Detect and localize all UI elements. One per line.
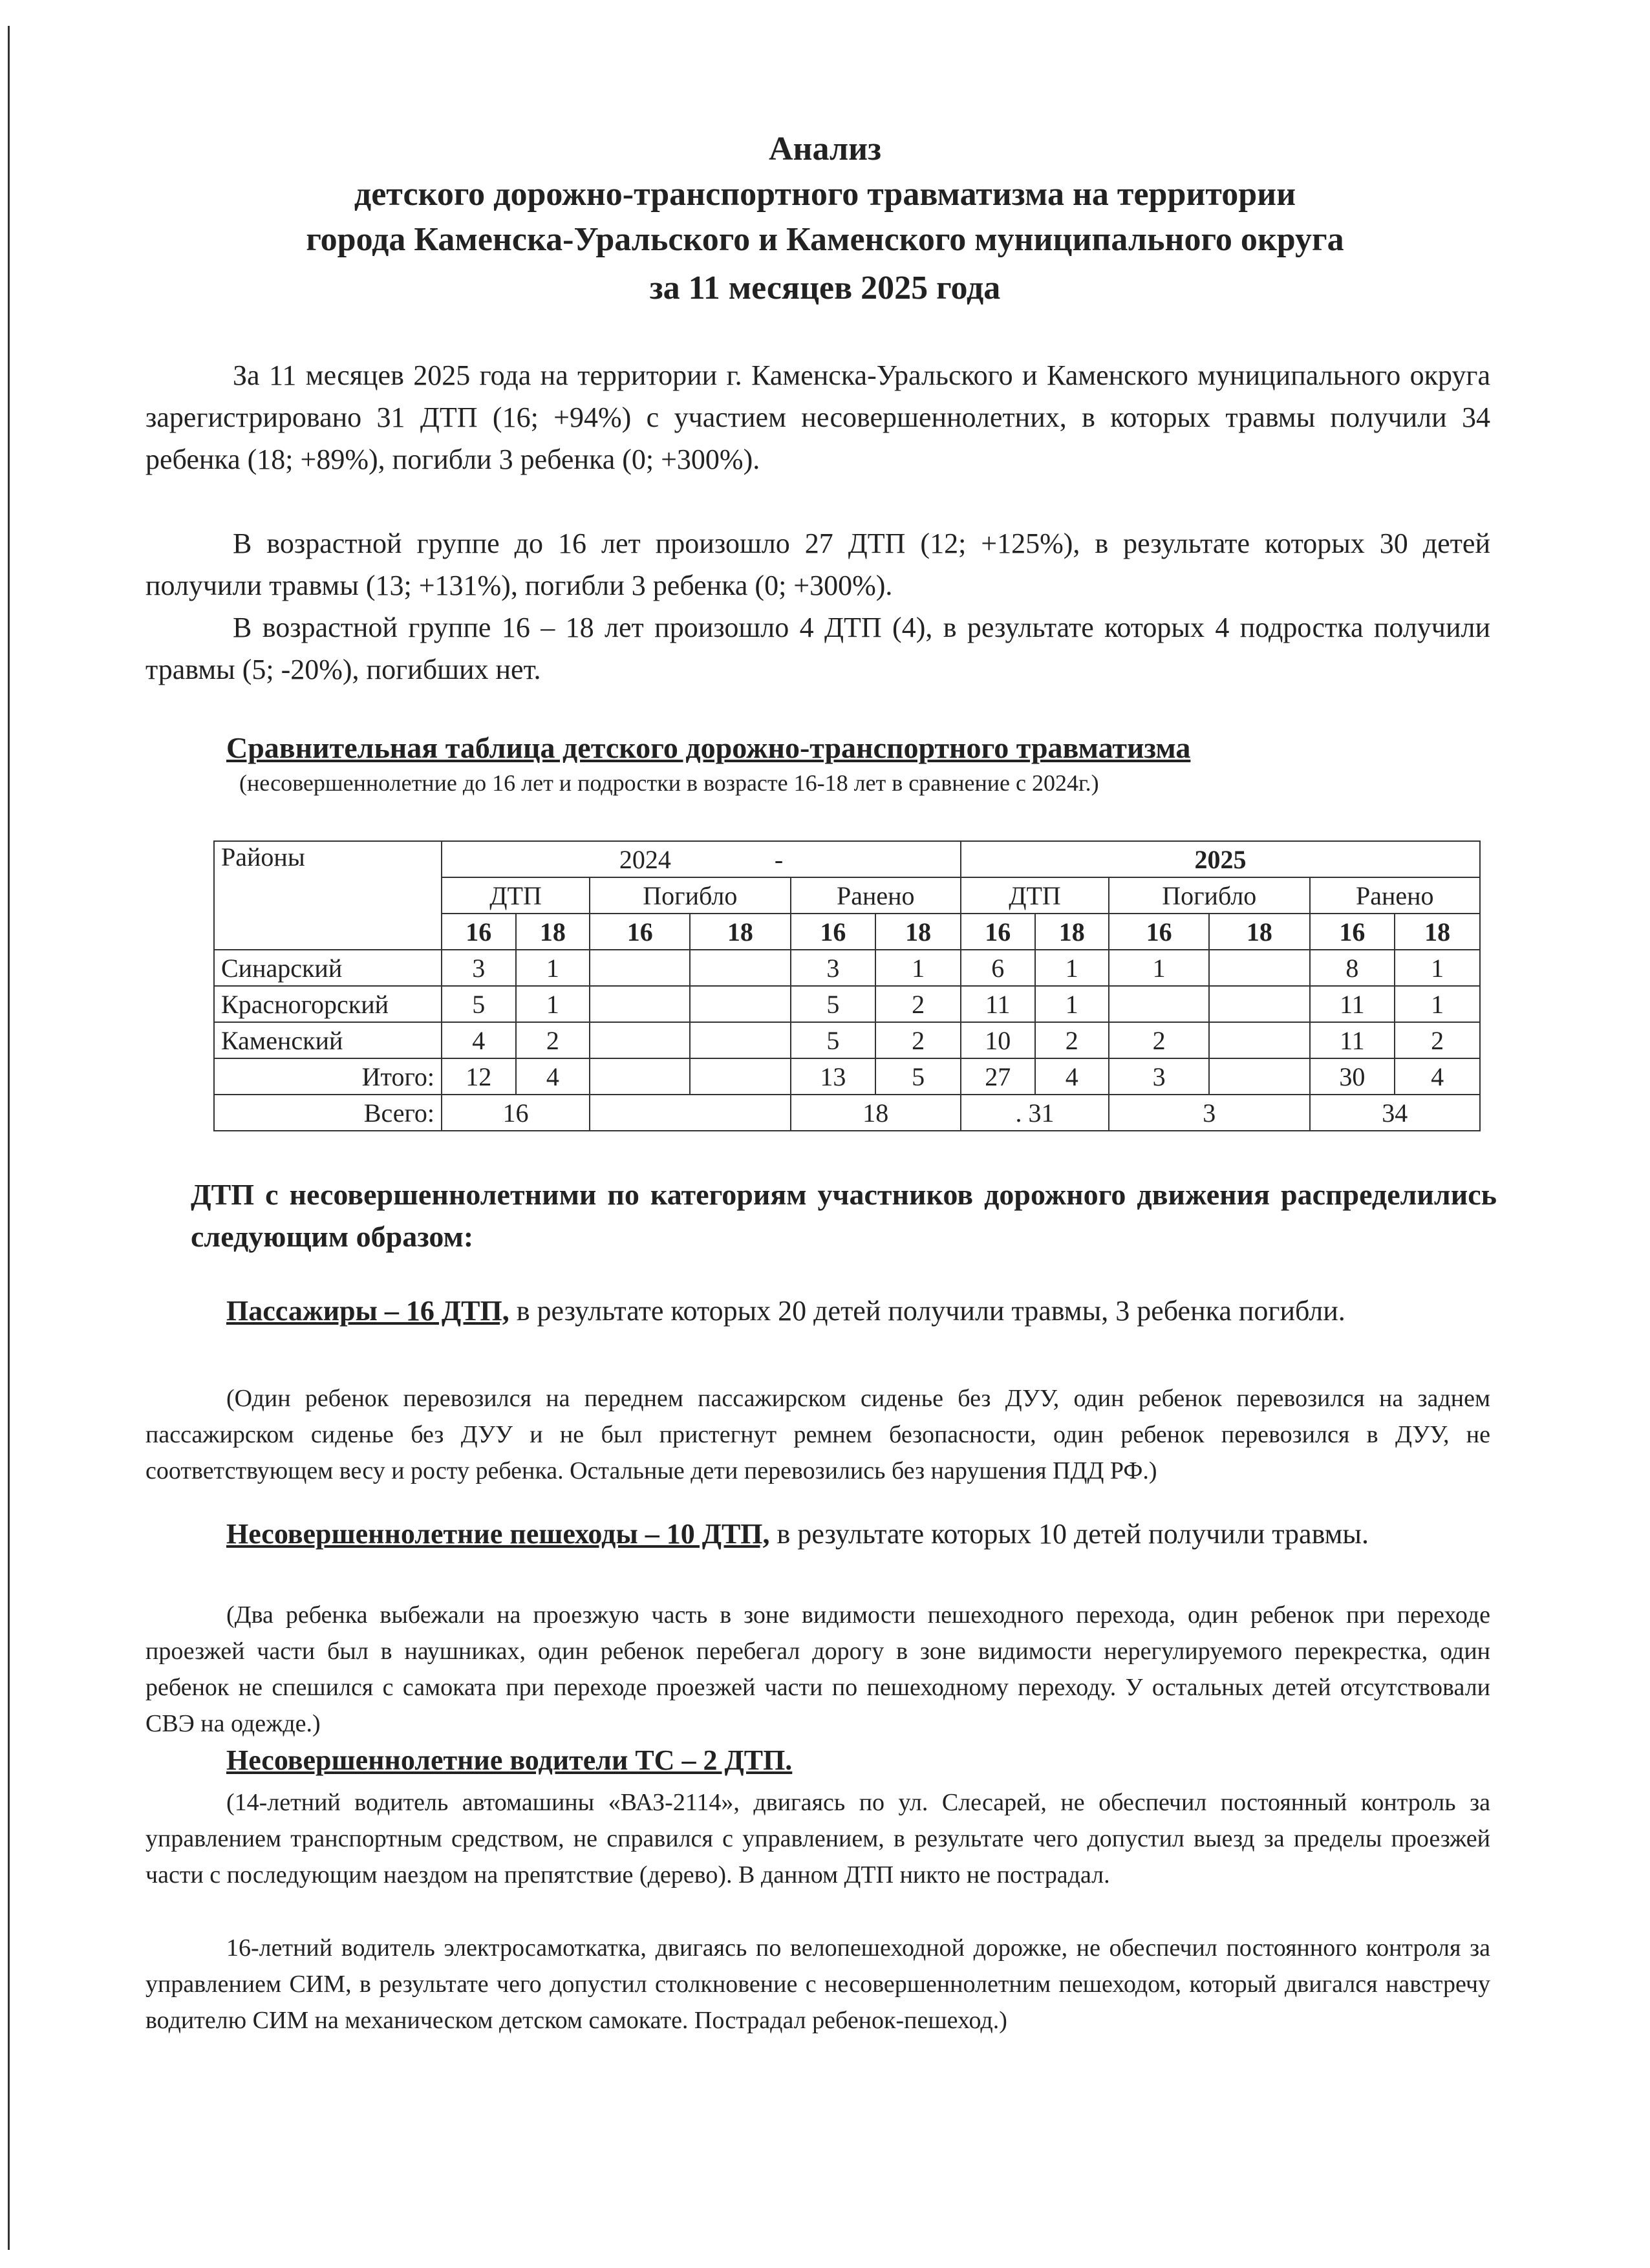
table-cell: 1 <box>1395 986 1480 1022</box>
table-cell: 4 <box>442 1022 516 1058</box>
age-header: 18 <box>1035 914 1109 950</box>
doc-title-line3: города Каменска-Уральского и Каменского муниципального округа <box>306 221 1344 258</box>
table-cell: 11 <box>1310 986 1395 1022</box>
pedestrians-paragraph <box>145 1513 1490 1555</box>
table-cell: 3 <box>1109 1058 1209 1095</box>
group-header: ДТП <box>442 877 590 914</box>
drivers-heading <box>145 1739 1490 1781</box>
table-cell: 6 <box>961 950 1035 986</box>
table-cell: 2 <box>1109 1022 1209 1058</box>
intro-paragraph-2: В возрастной группе до 16 лет произошло 27 ДТП (12; +125%), в результате которых 30 детей получили травмы (13; +131%), погибли 3 ребенка (0; +300%). <box>145 528 1490 601</box>
passengers-paragraph <box>145 1290 1490 1332</box>
categories-heading: ДТП с несовершеннолетними по категориям участников дорожного движения распределились следующим образом: <box>191 1178 1497 1253</box>
row-label: Каменский <box>214 1022 442 1058</box>
drivers-label: Несовершеннолетние водители ТС – 2 ДТП. <box>226 1744 793 1776</box>
table-cell: 4 <box>516 1058 590 1095</box>
table-cell <box>590 950 690 986</box>
table-cell: 4 <box>1395 1058 1480 1095</box>
table-row <box>214 1022 1480 1058</box>
group-header: Погибло <box>1109 877 1309 914</box>
age-header: 16 <box>590 914 690 950</box>
districts-header: Районы <box>214 841 442 950</box>
age-header: 18 <box>690 914 790 950</box>
table-cell: 18 <box>791 1095 961 1131</box>
year-2025-header: 2025 <box>961 841 1480 877</box>
table-cell: 3 <box>442 950 516 986</box>
table-cell: 5 <box>791 986 876 1022</box>
table-cell <box>1209 950 1309 986</box>
age-header: 18 <box>875 914 961 950</box>
table-cell: 8 <box>1310 950 1395 986</box>
age-header: 16 <box>442 914 516 950</box>
group-header: Ранено <box>791 877 961 914</box>
row-label: Красногорский <box>214 986 442 1022</box>
intro-paragraph-3: В возрастной группе 16 – 18 лет произошло 4 ДТП (4), в результате которых 4 подростка получили травмы (5; -20%), погибших нет. <box>145 612 1490 685</box>
table-cell: 1 <box>516 986 590 1022</box>
table-cell: 5 <box>875 1058 961 1095</box>
table-cell <box>1209 1022 1309 1058</box>
table-cell: 2 <box>1395 1022 1480 1058</box>
table-cell: 1 <box>516 950 590 986</box>
age-header: 16 <box>961 914 1035 950</box>
table-row <box>214 950 1480 986</box>
table-cell: 3 <box>791 950 876 986</box>
row-label: Всего: <box>214 1095 442 1131</box>
table-row-total <box>214 1058 1480 1095</box>
intro-paragraph-1: За 11 месяцев 2025 года на территории г. Каменска-Уральского и Каменского муниципального округа зарегистрировано 31 ДТП (16; +94%) с участием несовершеннолетних, в которых травмы получили 34 ребенка (18; +89%), погибли 3 ребенка (0; +300%). <box>145 359 1490 475</box>
year-2024-mark: - <box>774 844 784 874</box>
table-cell <box>590 986 690 1022</box>
age-header: 18 <box>516 914 590 950</box>
table-cell: 16 <box>442 1095 590 1131</box>
age-header: 16 <box>1109 914 1209 950</box>
age-header: 18 <box>1209 914 1309 950</box>
table-cell: 2 <box>875 986 961 1022</box>
year-2024-label: 2024 <box>619 844 671 874</box>
passengers-label: Пассажиры – 16 ДТП, <box>226 1295 509 1327</box>
table-cell <box>690 950 790 986</box>
table-cell <box>690 1022 790 1058</box>
table-cell: 3 <box>1109 1095 1309 1131</box>
table-cell: 5 <box>442 986 516 1022</box>
table-cell: 1 <box>875 950 961 986</box>
table-cell: . 31 <box>961 1095 1109 1131</box>
doc-title-line2: детского дорожно-транспортного травматизма на территории <box>354 176 1296 213</box>
table-cell: 1 <box>1109 950 1209 986</box>
comparison-table <box>213 840 1481 1131</box>
table-cell: 1 <box>1395 950 1480 986</box>
table-row <box>214 986 1480 1022</box>
table-cell <box>1209 986 1309 1022</box>
group-header: ДТП <box>961 877 1109 914</box>
table-cell <box>590 1022 690 1058</box>
table-cell <box>690 986 790 1022</box>
table-cell: 1 <box>1035 986 1109 1022</box>
pedestrians-label: Несовершеннолетние пешеходы – 10 ДТП, <box>226 1518 770 1550</box>
passengers-text: в результате которых 20 детей получили травмы, 3 ребенка погибли. <box>509 1295 1345 1327</box>
table-cell: 13 <box>791 1058 876 1095</box>
year-2024-header <box>442 841 961 877</box>
age-header: 18 <box>1395 914 1480 950</box>
group-header: Ранено <box>1310 877 1481 914</box>
table-cell <box>1209 1058 1309 1095</box>
page-scan-edge <box>8 26 10 2250</box>
table-cell <box>590 1058 690 1095</box>
table-cell: 27 <box>961 1058 1035 1095</box>
table-row-grand-total <box>214 1095 1480 1131</box>
table-cell: 2 <box>1035 1022 1109 1058</box>
age-header: 16 <box>1310 914 1395 950</box>
table-cell: 30 <box>1310 1058 1395 1095</box>
table-cell: 34 <box>1310 1095 1481 1131</box>
drivers-note-2: 16-летний водитель электросамоткатка, двигаясь по велопешеходной дорожке, не обеспечил постоянного контроля за управлением СИМ, в результате чего допустил столкновение с несовершеннолетним пешеходом, который двигался навстречу водителю СИМ на механическом детском самокате. Пострадал ребенок-пешеход.) <box>145 1934 1490 2034</box>
table-subtitle: (несовершеннолетние до 16 лет и подростки в возрасте 16-18 лет в сравнение с 2024г.) <box>239 770 1099 796</box>
age-header: 16 <box>791 914 876 950</box>
table-cell: 10 <box>961 1022 1035 1058</box>
pedestrians-text: в результате которых 10 детей получили травмы. <box>769 1518 1369 1550</box>
pedestrians-note: (Два ребенка выбежали на проезжую часть в зоне видимости пешеходного перехода, один ребенок при переходе проезжей части был в наушниках, один ребенок перебегал дорогу в зоне видимости нерегулируемого перекрестка, один ребенок не спешился с самоката при переходе проезжей части по пешеходному переходу. У остальных детей отсутствовали СВЭ на одежде.) <box>145 1601 1490 1737</box>
table-cell: 2 <box>875 1022 961 1058</box>
table-cell: 5 <box>791 1022 876 1058</box>
row-label: Синарский <box>214 950 442 986</box>
table-cell <box>1109 986 1209 1022</box>
table-cell: 12 <box>442 1058 516 1095</box>
table-title: Сравнительная таблица детского дорожно-транспортного травматизма <box>226 731 1191 764</box>
passengers-note: (Один ребенок перевозился на переднем пассажирском сиденье без ДУУ, один ребенок перевозился на заднем пассажирском сиденье без ДУУ и не был пристегнут ремнем безопасности, один ребенок перевозился в ДУУ, не соответствующем весу и росту ребенка. Остальные дети перевозились без нарушения ПДД РФ.) <box>145 1385 1490 1484</box>
group-header: Погибло <box>590 877 790 914</box>
drivers-note-1: (14-летний водитель автомашины «ВАЗ-2114», двигаясь по ул. Слесарей, не обеспечил постоянный контроль за управлением транспортным средством, не справился с управлением, в результате чего допустил выезд за пределы проезжей части с последующим наездом на препятствие (дерево). В данном ДТП никто не пострадал. <box>145 1789 1490 1888</box>
table-cell <box>590 1095 790 1131</box>
doc-title-line1: Анализ <box>768 131 881 167</box>
table-cell: 4 <box>1035 1058 1109 1095</box>
doc-title-line4: за 11 месяцев 2025 года <box>649 270 1001 306</box>
table-cell: 2 <box>516 1022 590 1058</box>
table-cell: 11 <box>961 986 1035 1022</box>
row-label: Итого: <box>214 1058 442 1095</box>
table-cell <box>690 1058 790 1095</box>
table-cell: 1 <box>1035 950 1109 986</box>
table-cell: 11 <box>1310 1022 1395 1058</box>
